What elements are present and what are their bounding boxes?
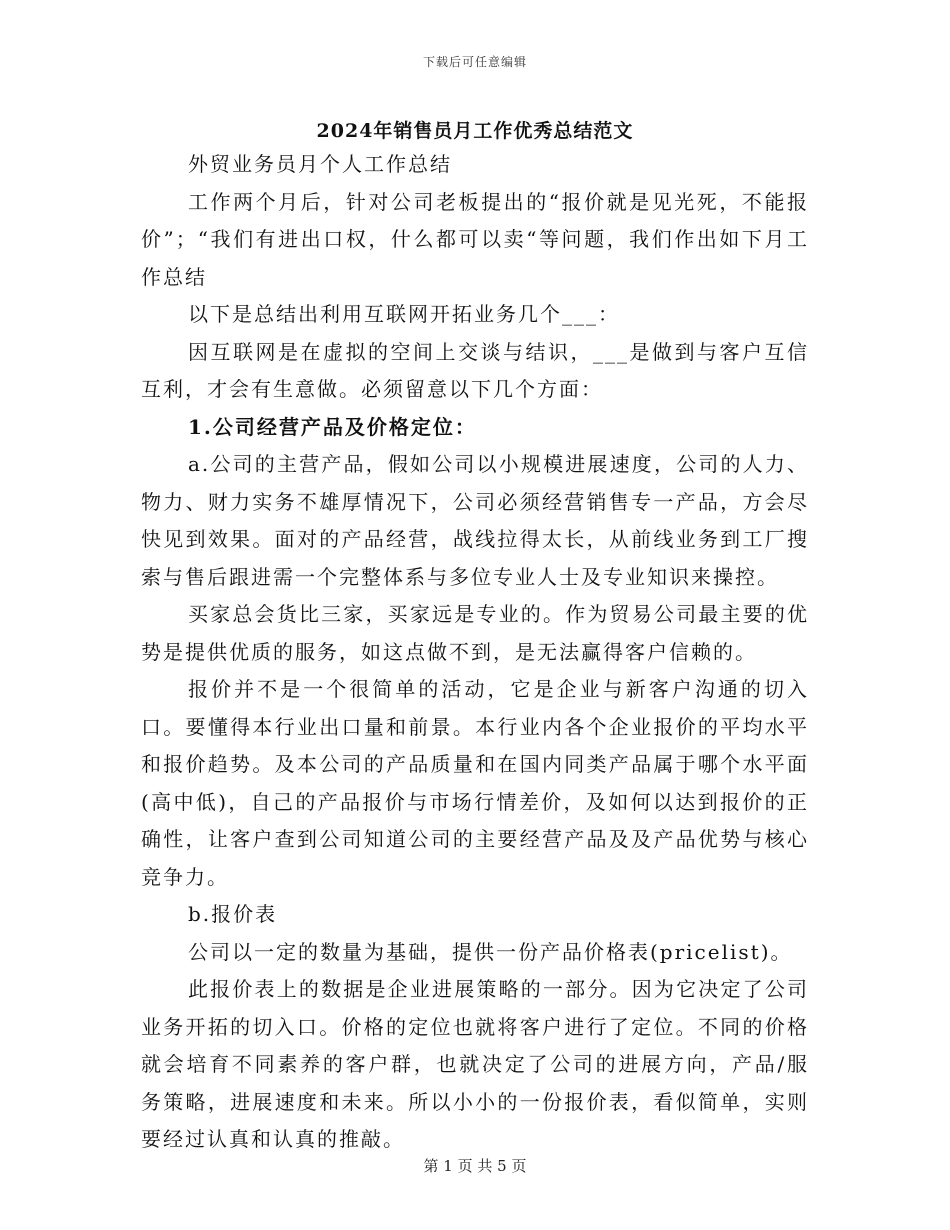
paragraph-11: 此报价表上的数据是企业进展策略的一部分。因为它决定了公司业务开拓的切入口。价格的定位也就将客户进行了定位。不同的价格就会培育不同素养的客户群，也就决定了公司的进展方向，产品/服务策略，进展速度和未来。所以小小的一份报价表，看似简单，实则要经过认真和认真的推敲。 (141, 977, 809, 1151)
paragraph-1: 外贸业务员月个人工作总结 (188, 152, 452, 176)
paragraph-7: 买家总会货比三家，买家远是专业的。作为贸易公司最主要的优势是提供优质的服务，如这点做不到，是无法赢得客户信赖的。 (141, 602, 809, 664)
document-body (141, 146, 809, 1159)
paragraph-4: 因互联网是在虚拟的空间上交谈与结识，___是做到与客户互信互利，才会有生意做。必须留意以下几个方面： (141, 339, 809, 401)
paragraph-10: 公司以一定的数量为基础，提供一份产品价格表(pricelist)。 (188, 939, 793, 964)
subheading-b: b.报价表 (188, 902, 278, 926)
page-header: 下载后可任意编辑 (422, 55, 527, 69)
document-title: 2024年销售员月工作优秀总结范文 (316, 120, 634, 142)
paragraph-2: 工作两个月后，针对公司老板提出的“报价就是见光死，不能报价”；“我们有进出口权，什么都可以卖“等问题，我们作出如下月工作总结 (141, 189, 809, 289)
paragraph-6: a.公司的主营产品，假如公司以小规模进展速度，公司的人力、物力、财力实务不雄厚情况下，公司必须经营销售专一产品，方会尽快见到效果。面对的产品经营，战线拉得太长，从前线业务到工厂搜索与售后跟进需一个完整体系与多位专业人士及专业知识来操控。 (141, 452, 809, 589)
section-heading-1: 1.公司经营产品及价格定位： (188, 414, 477, 439)
paragraph-3: 以下是总结出利用互联网开拓业务几个___： (188, 302, 620, 326)
paragraph-8: 报价并不是一个很简单的活动，它是企业与新客户沟通的切入口。要懂得本行业出口量和前景。本行业内各个企业报价的平均水平和报价趋势。及本公司的产品质量和在国内同类产品属于哪个水平面(高中低)，自己的产品报价与市场行情差价，及如何以达到报价的正确性，让客户查到公司知道公司的主要经营产品及及产品优势与核心竞争力。 (141, 677, 809, 889)
page-footer: 第 1 页 共 5 页 (423, 1157, 527, 1175)
